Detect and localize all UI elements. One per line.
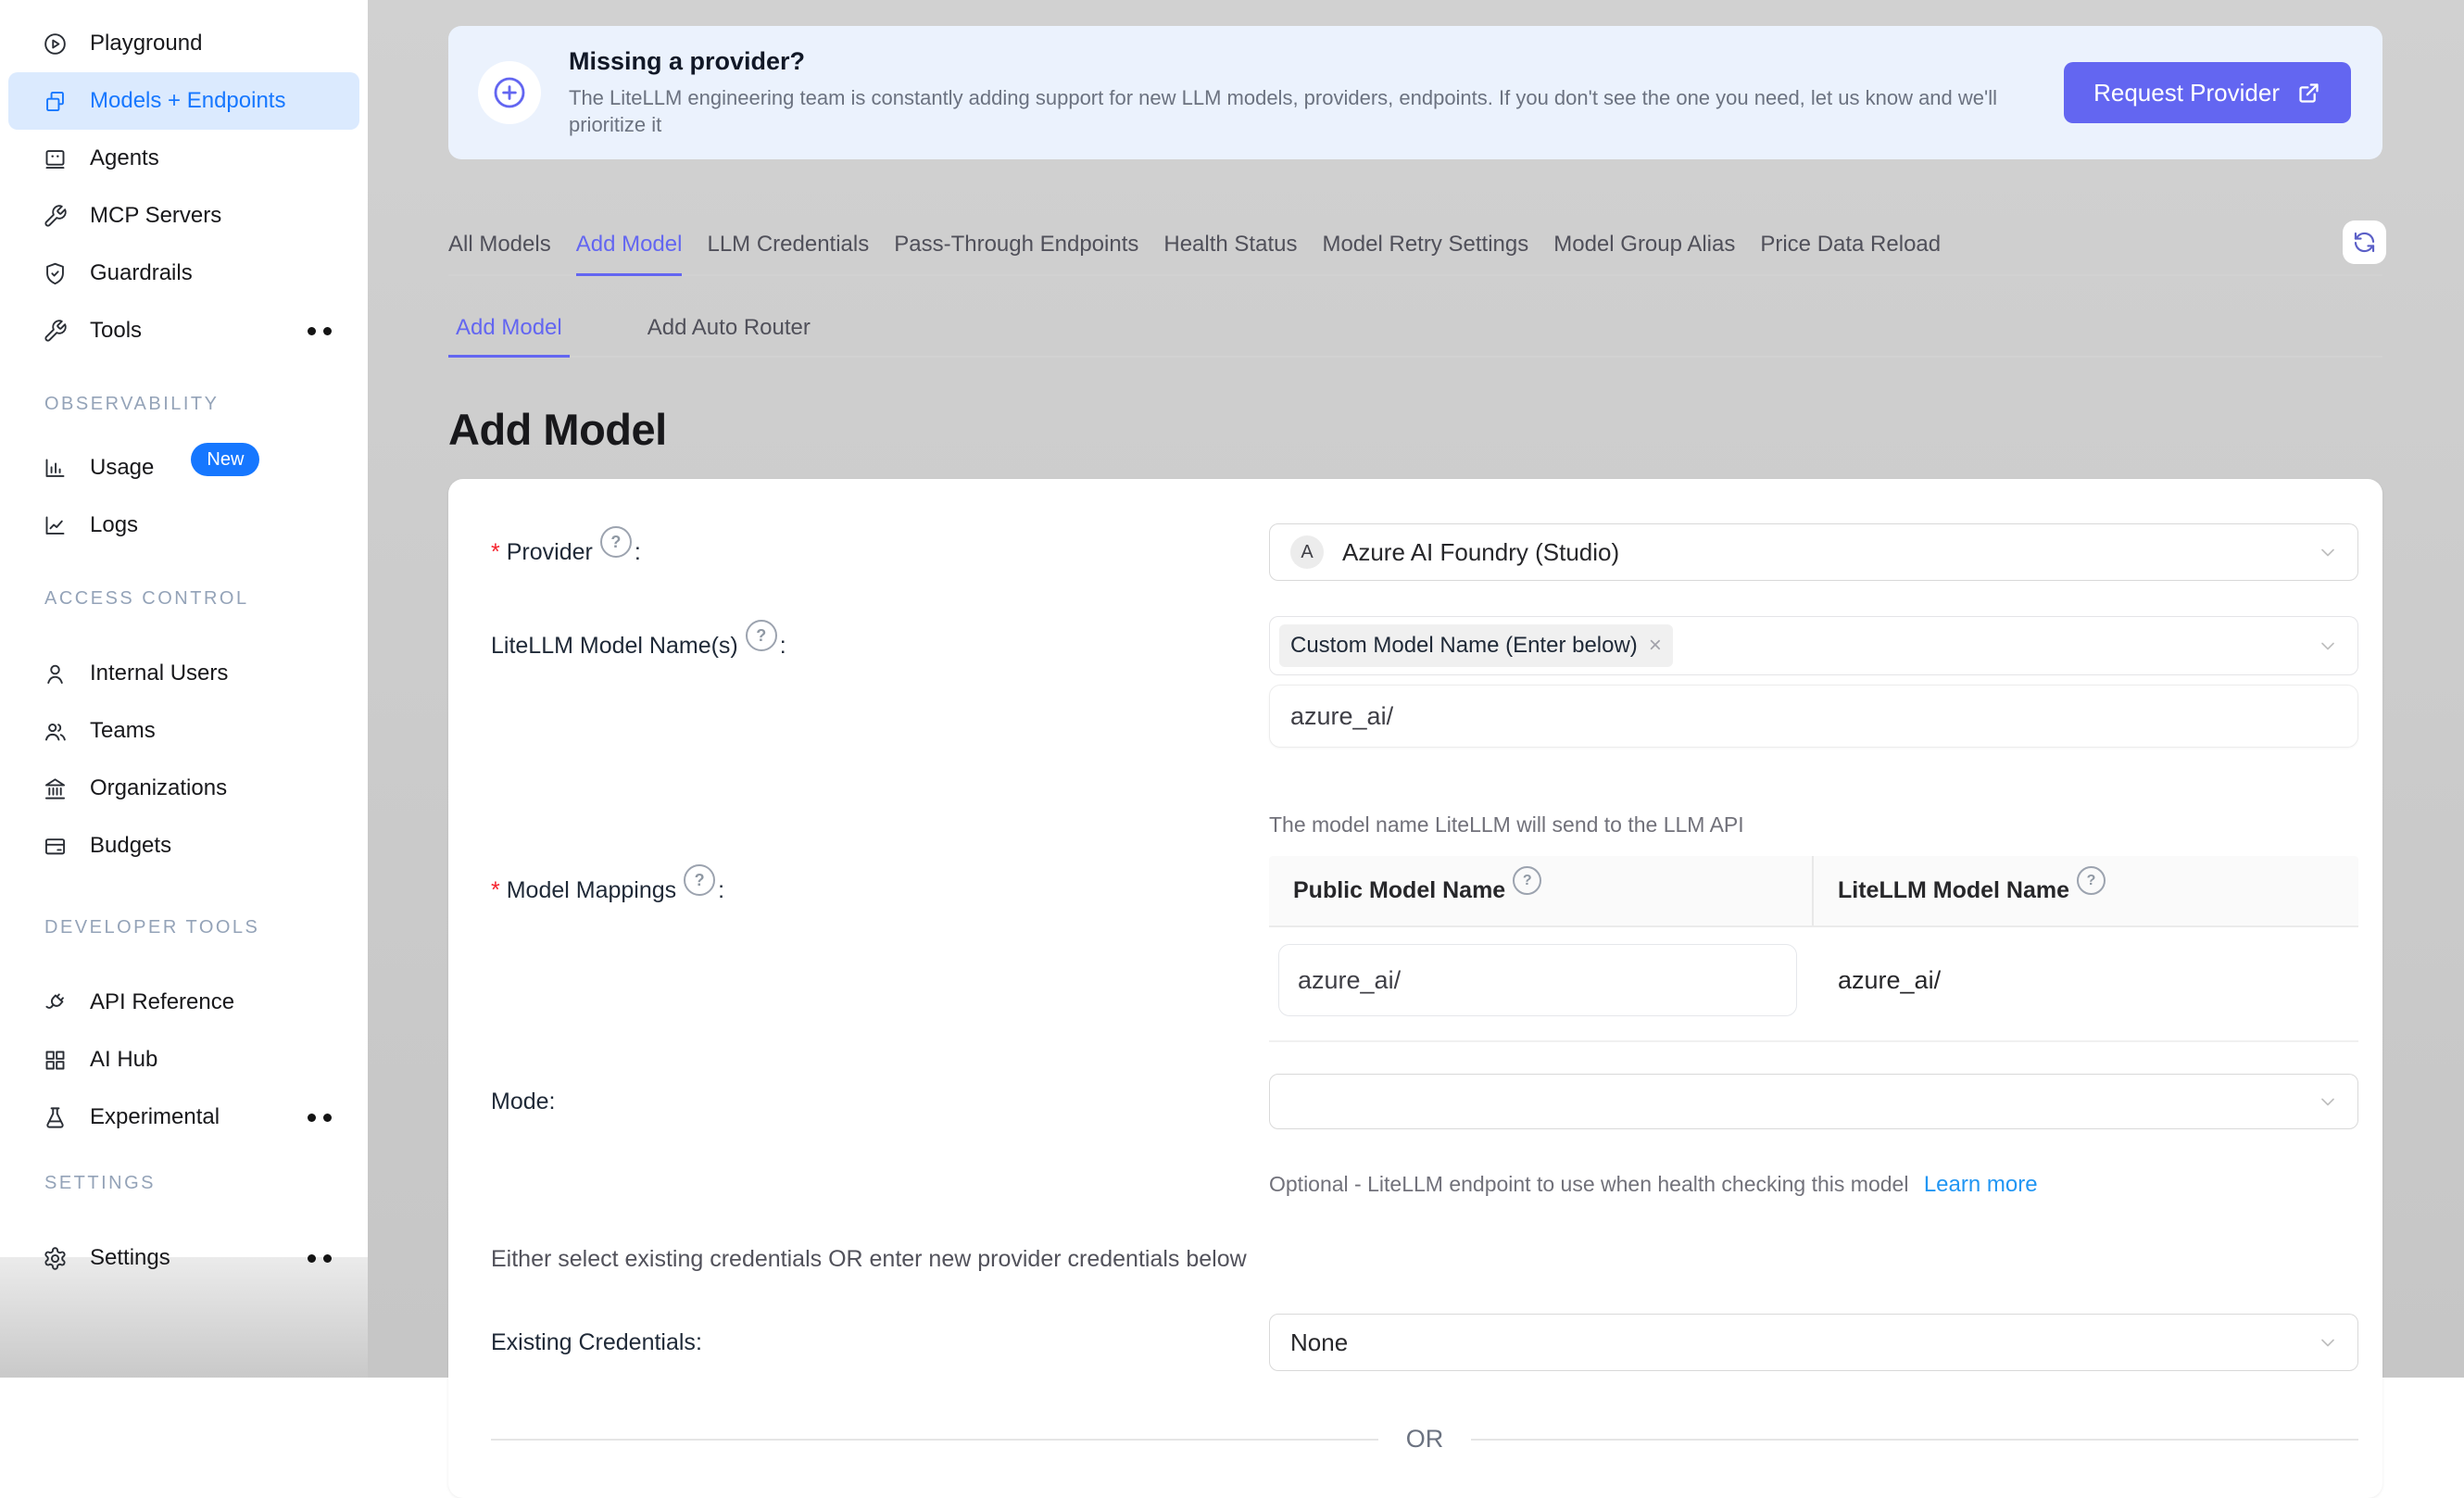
sidebar-item-organizations[interactable]: Organizations xyxy=(8,760,359,817)
sidebar-section-access-control: ACCESS CONTROL xyxy=(44,588,249,609)
tab-add-model[interactable]: Add Model xyxy=(576,232,683,276)
bar-chart-icon xyxy=(43,456,68,481)
main-content xyxy=(368,0,2464,1453)
or-divider: OR xyxy=(491,1425,2358,1454)
subtab-add-auto-router[interactable]: Add Auto Router xyxy=(647,315,811,340)
agent-face-icon xyxy=(43,146,68,171)
required-mark: * xyxy=(491,538,500,565)
model-mappings-label: * Model Mappings ? : xyxy=(491,856,1269,906)
litellm-model-names-label: LiteLLM Model Name(s) ? : xyxy=(491,616,1269,675)
table-row xyxy=(1269,927,2358,1042)
new-badge: New xyxy=(191,443,259,476)
provider-label: * Provider ? : xyxy=(491,523,1269,581)
sidebar-item-playground[interactable]: Playground xyxy=(8,15,359,72)
selected-model-tag: Custom Model Name (Enter below) × xyxy=(1279,624,1673,667)
custom-model-name-input[interactable] xyxy=(1269,685,2358,748)
sidebar-item-logs[interactable]: Logs xyxy=(8,497,359,554)
plus-circle-icon xyxy=(478,61,541,124)
sidebar-section-developer-tools: DEVELOPER TOOLS xyxy=(44,917,260,938)
external-link-icon xyxy=(2296,81,2321,106)
grid-icon xyxy=(43,1048,68,1073)
line-chart-icon xyxy=(43,513,68,538)
sidebar xyxy=(0,0,368,1270)
provider-value: Azure AI Foundry (Studio) xyxy=(1342,537,1620,566)
tab-pass-through-endpoints[interactable]: Pass-Through Endpoints xyxy=(894,232,1139,257)
required-mark: * xyxy=(491,876,500,903)
tab-health-status[interactable]: Health Status xyxy=(1163,232,1298,257)
mode-select[interactable] xyxy=(1269,1074,2358,1129)
wrench-icon xyxy=(43,204,68,229)
credit-card-icon xyxy=(43,834,68,859)
plug-icon xyxy=(43,990,68,1015)
missing-provider-banner xyxy=(448,26,2382,159)
more-dots-icon[interactable] xyxy=(308,1254,332,1263)
remove-tag-icon[interactable]: × xyxy=(1648,633,1662,658)
more-dots-icon[interactable] xyxy=(308,1114,332,1122)
help-icon[interactable]: ? xyxy=(746,620,777,651)
sidebar-item-internal-users[interactable]: Internal Users xyxy=(8,645,359,702)
sidebar-item-models-endpoints[interactable]: Models + Endpoints xyxy=(8,72,359,130)
chevron-down-icon xyxy=(2317,635,2339,657)
sidebar-item-teams[interactable]: Teams xyxy=(8,702,359,760)
shield-check-icon xyxy=(43,261,68,286)
model-name-helper: The model name LiteLLM will send to the LLM API xyxy=(1269,812,1744,837)
help-icon[interactable]: ? xyxy=(1513,866,1541,895)
banner-description: The LiteLLM engineering team is constantly adding support for new LLM models, providers, endpoints. If you don't see the one you need, let us know and we'll prioritize it xyxy=(569,85,1997,136)
sidebar-item-ai-hub[interactable]: AI Hub xyxy=(8,1031,359,1089)
sidebar-item-settings[interactable]: Settings xyxy=(8,1229,359,1287)
bank-icon xyxy=(43,776,68,801)
mode-helper: Optional - LiteLLM endpoint to use when health checking this model Learn more xyxy=(1269,1172,2038,1197)
subtab-add-model[interactable]: Add Model xyxy=(448,315,570,358)
chevron-down-icon xyxy=(2317,1090,2339,1113)
model-tabs xyxy=(448,232,2382,276)
refresh-button[interactable] xyxy=(2343,220,2386,264)
provider-select[interactable] xyxy=(1269,523,2358,581)
flask-icon xyxy=(43,1105,68,1130)
chevron-down-icon xyxy=(2317,1331,2339,1353)
column-litellm-model-name: LiteLLM Model Name ? xyxy=(1814,856,2358,925)
existing-credentials-select[interactable] xyxy=(1269,1314,2358,1371)
tab-all-models[interactable]: All Models xyxy=(448,232,551,257)
sidebar-item-mcp-servers[interactable]: MCP Servers xyxy=(8,187,359,245)
existing-credentials-value: None xyxy=(1290,1328,1349,1356)
chevron-down-icon xyxy=(2317,541,2339,563)
provider-avatar: A xyxy=(1290,535,1324,569)
column-public-model-name: Public Model Name ? xyxy=(1269,856,1814,925)
litellm-model-names-select[interactable] xyxy=(1269,616,2358,675)
sidebar-item-experimental[interactable]: Experimental xyxy=(8,1089,359,1146)
credentials-note: Either select existing credentials OR enter new provider credentials below xyxy=(491,1246,1247,1272)
more-dots-icon[interactable] xyxy=(308,327,332,335)
add-model-form-card xyxy=(448,479,2382,1498)
help-icon[interactable]: ? xyxy=(684,864,715,896)
user-icon xyxy=(43,661,68,686)
learn-more-link[interactable]: Learn more xyxy=(1923,1172,2038,1197)
sidebar-item-guardrails[interactable]: Guardrails xyxy=(8,245,359,302)
add-model-subtabs xyxy=(448,315,2382,358)
mode-label: Mode : xyxy=(491,1088,556,1114)
table-header-row xyxy=(1269,856,2358,927)
refresh-icon xyxy=(2352,230,2377,255)
sidebar-section-observability: OBSERVABILITY xyxy=(44,394,220,414)
tab-price-data-reload[interactable]: Price Data Reload xyxy=(1760,232,1942,257)
tab-llm-credentials[interactable]: LLM Credentials xyxy=(707,232,870,257)
tab-model-retry-settings[interactable]: Model Retry Settings xyxy=(1322,232,1529,257)
banner-title: Missing a provider? xyxy=(569,46,806,75)
sidebar-item-agents[interactable]: Agents xyxy=(8,130,359,187)
users-icon xyxy=(43,719,68,744)
sidebar-section-settings: SETTINGS xyxy=(44,1173,157,1193)
help-icon[interactable]: ? xyxy=(2077,866,2106,895)
sidebar-item-api-reference[interactable]: API Reference xyxy=(8,974,359,1031)
play-circle-icon xyxy=(43,31,68,57)
sidebar-item-usage[interactable]: Usage New xyxy=(8,439,359,497)
wrench-icon xyxy=(43,319,68,344)
sidebar-item-tools[interactable]: Tools xyxy=(8,302,359,359)
blocks-icon xyxy=(43,89,68,114)
existing-credentials-label: Existing Credentials : xyxy=(491,1328,702,1355)
model-mappings-table xyxy=(1269,856,2358,1042)
help-icon[interactable]: ? xyxy=(600,526,632,558)
sidebar-item-budgets[interactable]: Budgets xyxy=(8,817,359,875)
public-model-name-input[interactable] xyxy=(1278,944,1797,1016)
public-model-name-cell xyxy=(1269,944,1814,1016)
request-provider-button[interactable]: Request Provider xyxy=(2064,62,2351,123)
tab-model-group-alias[interactable]: Model Group Alias xyxy=(1553,232,1736,257)
litellm-model-name-value: azure_ai/ xyxy=(1838,965,1942,994)
gear-icon xyxy=(43,1246,68,1271)
page-title: Add Model xyxy=(448,405,667,454)
